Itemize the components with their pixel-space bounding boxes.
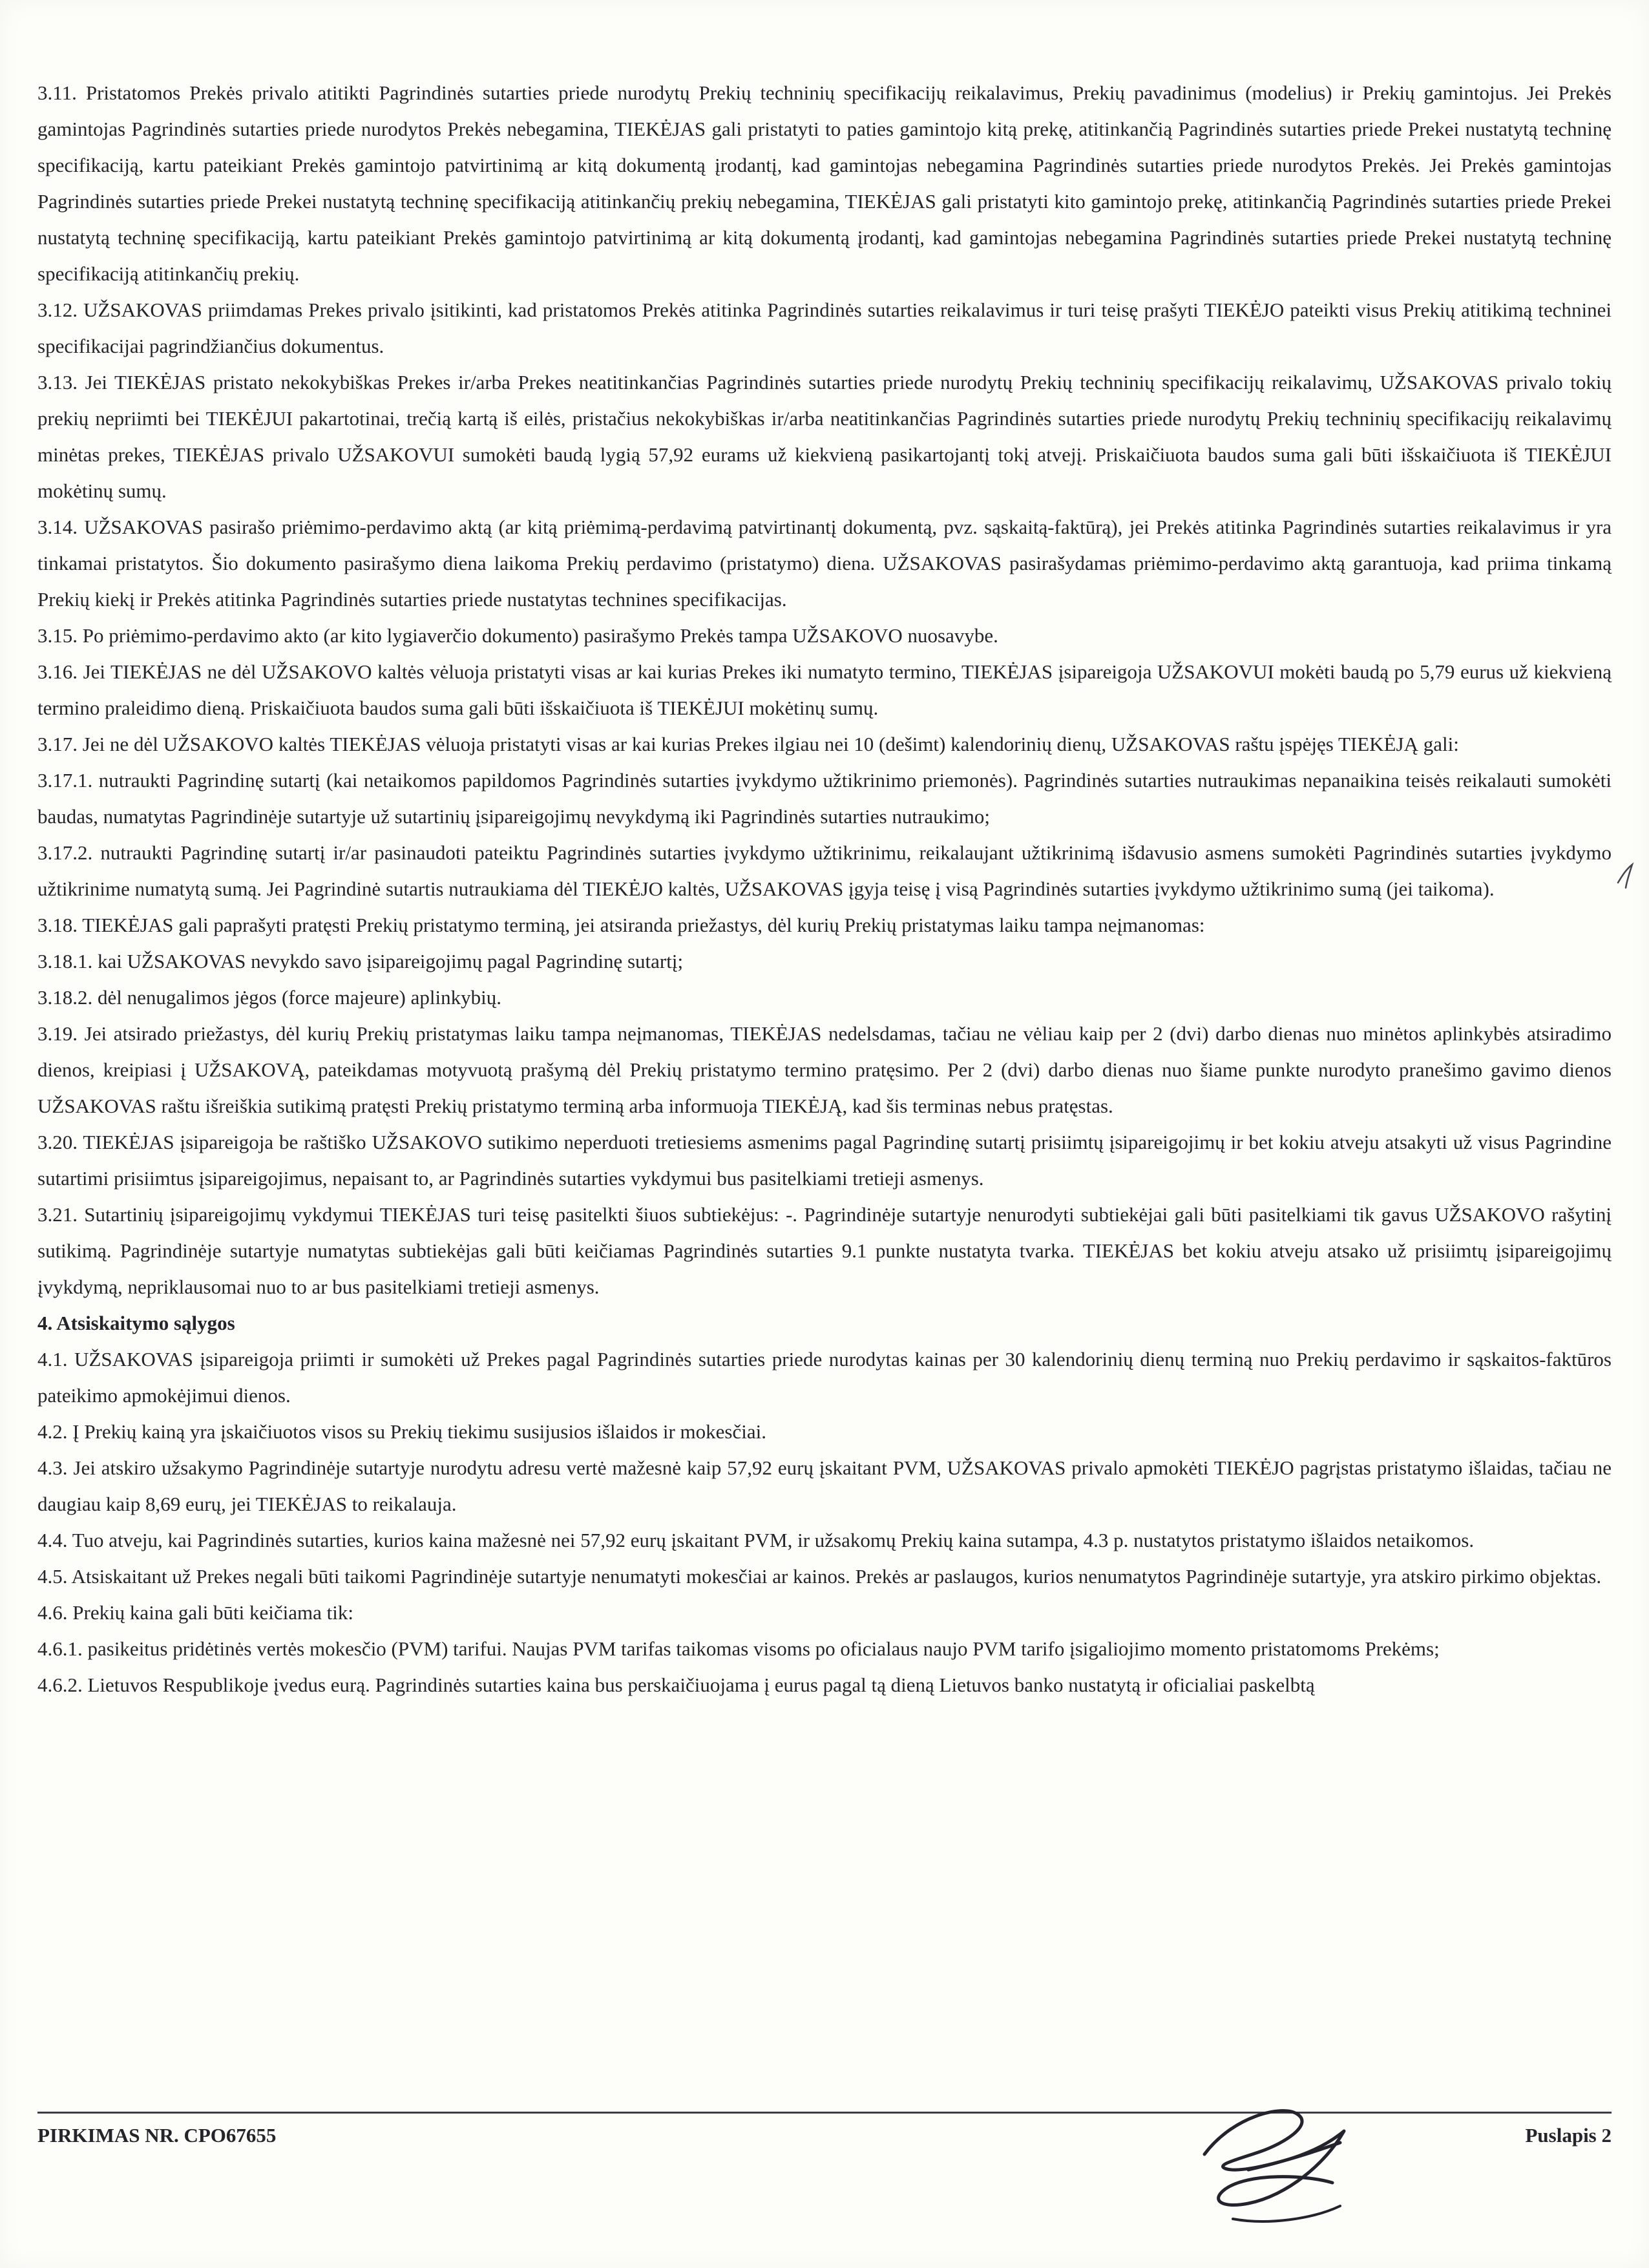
paragraph: 4.1. UŽSAKOVAS įsipareigoja priimti ir sumokėti už Prekes pagal Pagrindinės sutarties priede nurodytas kainas per 30 kalendorinių dienų terminą nuo Prekių perdavimo ir sąskaitos-faktūros pateikimo apmokėjimui dienos. <box>37 1348 1612 1407</box>
paragraph: 3.13. Jei TIEKĖJAS pristato nekokybiškas Prekes ir/arba Prekes neatitinkančias Pagrindinės sutarties priede nurodytų Prekių techninių specifikacijų reikalavimų, UŽSAKOVAS privalo tokių prekių nepriimti bei TIEKĖJUI pakartotinai, trečią kartą iš eilės, pristačius nekokybiškas ir/arba neatitinkančias Pagrindinės sutarties priede nurodytų Prekių techninių specifikacijų reikalavimų minėtas prekes, TIEKĖJAS privalo UŽSAKOVUI sumokėti baudą lygią 57,92 eurams už kiekvieną pasikartojantį tokį atvejį. Priskaičiuota baudos suma gali būti išskaičiuota iš TIEKĖJUI mokėtinų sumų. <box>37 371 1612 502</box>
document-body <box>37 75 1612 1703</box>
paragraph: 3.12. UŽSAKOVAS priimdamas Prekes privalo įsitikinti, kad pristatomos Prekės atitinka Pagrindinės sutarties reikalavimus ir turi teisę prašyti TIEKĖJO pateikti visus Prekių atitikimą techninei specifikacijai pagrindžiančius dokumentus. <box>37 299 1612 357</box>
paragraph: 4.4. Tuo atveju, kai Pagrindinės sutarties, kurios kaina mažesnė nei 57,92 eurų įskaitant PVM, ir užsakomų Prekių kaina sutampa, 4.3 p. nustatytos pristatymo išlaidos netaikomos. <box>37 1529 1475 1551</box>
paragraph: 4.6.1. pasikeitus pridėtinės vertės mokesčio (PVM) tarifui. Naujas PVM tarifas taikomas visoms po oficialaus naujo PVM tarifo įsigaliojimo momento pristatomoms Prekėms; <box>37 1637 1440 1660</box>
paragraph: 3.20. TIEKĖJAS įsipareigoja be raštiško UŽSAKOVO sutikimo neperduoti tretiesiems asmenims pagal Pagrindinę sutartį prisiimtų įsipareigojimų ir bet kokiu atveju atsakyti už visus Pagrindine sutartimi prisiimtus įsipareigojimus, nepaisant to, ar Pagrindinės sutarties vykdymui bus pasitelkiami tretieji asmenys. <box>37 1131 1612 1190</box>
paragraph: 3.17.1. nutraukti Pagrindinę sutartį (kai netaikomos papildomos Pagrindinės sutarties įvykdymo užtikrinimo priemonės). Pagrindinės sutarties nutraukimas nepanaikina teisės reikalauti sumokėti baudas, numatytas Pagrindinėje sutartyje už sutartinių įsipareigojimų nevykdymą iki Pagrindinės sutarties nutraukimo; <box>37 769 1612 828</box>
paragraph: 3.18. TIEKĖJAS gali paprašyti pratęsti Prekių pristatymo terminą, jei atsiranda priežastys, dėl kurių Prekių pristatymas laiku tampa neįmanomas: <box>37 914 1205 936</box>
paragraph: 3.11. Pristatomos Prekės privalo atitikti Pagrindinės sutarties priede nurodytų Prekių techninių specifikacijų reikalavimus, Prekių pavadinimus (modelius) ir Prekių gamintojus. Jei Prekės gamintojas Pagrindinės sutarties priede nurodytos Prekės nebegamina, TIEKĖJAS gali pristatyti to paties gamintojo kitą prekę, atitinkančią Pagrindinės sutarties priede Prekei nustatytą techninę specifikaciją, kartu pateikiant Prekės gamintojo patvirtinimą ar kitą dokumentą įrodantį, kad gamintojas nebegamina Pagrindinės sutarties priede nurodytos Prekės. Jei Prekės gamintojas Pagrindinės sutarties priede Prekei nustatytą techninę specifikaciją atitinkančių prekių nebegamina, TIEKĖJAS gali pristatyti kito gamintojo prekę, atitinkančią Pagrindinės sutarties priede Prekei nustatytą techninę specifikaciją, kartu pateikiant Prekės gamintojo patvirtinimą ar kitą dokumentą įrodantį, kad gamintojas nebegamina Pagrindinės sutarties priede Prekei nustatytą techninę specifikaciją atitinkančių prekių. <box>37 81 1612 285</box>
paragraph: 3.16. Jei TIEKĖJAS ne dėl UŽSAKOVO kaltės vėluoja pristatyti visas ar kai kurias Prekes iki numatyto termino, TIEKĖJAS įsipareigoja UŽSAKOVUI mokėti baudą po 5,79 eurus už kiekvieną termino praleidimo dieną. Priskaičiuota baudos suma gali būti išskaičiuota iš TIEKĖJUI mokėtinų sumų. <box>37 660 1612 719</box>
paragraph: 4.2. Į Prekių kainą yra įskaičiuotos visos su Prekių tiekimu susijusios išlaidos ir mokesčiai. <box>37 1420 766 1443</box>
footer-purchase-number: PIRKIMAS NR. CPO67655 <box>37 2124 277 2147</box>
paragraph: 4.5. Atsiskaitant už Prekes negali būti taikomi Pagrindinėje sutartyje nenumatyti mokesčiai ar kainos. Prekės ar paslaugos, kurios nenumatytos Pagrindinėje sutartyje, yra atskiro pirkimo objektas. <box>37 1565 1602 1588</box>
paragraph: 3.17. Jei ne dėl UŽSAKOVO kaltės TIEKĖJAS vėluoja pristatyti visas ar kai kurias Prekes ilgiau nei 10 (dešimt) kalendorinių dienų, UŽSAKOVAS raštu įspėjęs TIEKĖJĄ gali: <box>37 733 1459 755</box>
paragraph: 3.18.2. dėl nenugalimos jėgos (force majeure) aplinkybių. <box>37 986 501 1009</box>
footer-page-number: Puslapis 2 <box>1525 2124 1612 2147</box>
pen-mark <box>1613 861 1639 893</box>
paragraph: 3.14. UŽSAKOVAS pasirašo priėmimo-perdavimo aktą (ar kitą priėmimą-perdavimą patvirtinantį dokumentą, pvz. sąskaitą-faktūrą), jei Prekės atitinka Pagrindinės sutarties reikalavimus ir yra tinkamai pristatytos. Šio dokumento pasirašymo diena laikoma Prekių perdavimo (pristatymo) diena. UŽSAKOVAS pasirašydamas priėmimo-perdavimo aktą garantuoja, kad priima tinkamą Prekių kiekį ir Prekės atitinka Pagrindinės sutarties priede nustatytas technines specifikacijas. <box>37 516 1612 611</box>
paragraph: 3.21. Sutartinių įsipareigojimų vykdymui TIEKĖJAS turi teisę pasitelkti šiuos subtiekėjus: -. Pagrindinėje sutartyje nenurodyti subtiekėjai gali būti pasitelkiami tik gavus UŽSAKOVO rašytinį sutikimą. Pagrindinėje sutartyje numatytas subtiekėjas gali būti keičiamas Pagrindinės sutarties 9.1 punkte nustatyta tvarka. TIEKĖJAS bet kokiu atveju atsako už prisiimtų įsipareigojimų įvykdymą, nepriklausomai nuo to ar bus pasitelkiami tretieji asmenys. <box>37 1203 1612 1298</box>
section-heading: 4. Atsiskaitymo sąlygos <box>37 1312 235 1334</box>
paragraph: 4.6. Prekių kaina gali būti keičiama tik: <box>37 1601 353 1624</box>
paragraph: 3.19. Jei atsirado priežastys, dėl kurių Prekių pristatymas laiku tampa neįmanomas, TIEKĖJAS nedelsdamas, tačiau ne vėliau kaip per 2 (dvi) darbo dienas nuo minėtos aplinkybės atsiradimo dienos, kreipiasi į UŽSAKOVĄ, pateikdamas motyvuotą prašymą dėl Prekių pristatymo termino pratęsimo. Per 2 (dvi) darbo dienas nuo šiame punkte nurodyto pranešimo gavimo dienos UŽSAKOVAS raštu išreiškia sutikimą pratęsti Prekių pristatymo terminą arba informuoja TIEKĖJĄ, kad šis terminas nebus pratęstas. <box>37 1022 1612 1117</box>
paragraph: 3.18.1. kai UŽSAKOVAS nevykdo savo įsipareigojimų pagal Pagrindinę sutartį; <box>37 950 684 972</box>
paragraph: 3.17.2. nutraukti Pagrindinę sutartį ir/ar pasinaudoti pateiktu Pagrindinės sutarties įvykdymo užtikrinimu, reikalaujant užtikrinimą išdavusio asmens sumokėti Pagrindinės sutarties įvykdymo užtikrinime numatytą sumą. Jei Pagrindinė sutartis nutraukiama dėl TIEKĖJO kaltės, UŽSAKOVAS įgyja teisę į visą Pagrindinės sutarties įvykdymo užtikrinimo sumą (jei taikoma). <box>37 841 1612 900</box>
paragraph: 4.3. Jei atskiro užsakymo Pagrindinėje sutartyje nurodytu adresu vertė mažesnė kaip 57,92 eurų įskaitant PVM, UŽSAKOVAS privalo apmokėti TIEKĖJO pagrįstas pristatymo išlaidas, tačiau ne daugiau kaip 8,69 eurų, jei TIEKĖJAS to reikalauja. <box>37 1456 1612 1515</box>
paragraph: 3.15. Po priėmimo-perdavimo akto (ar kito lygiaverčio dokumento) pasirašymo Prekės tampa UŽSAKOVO nuosavybe. <box>37 624 998 647</box>
paragraph: 4.6.2. Lietuvos Respublikoje įvedus eurą. Pagrindinės sutarties kaina bus perskaičiuojama į eurus pagal tą dieną Lietuvos banko nustatytą ir oficialiai paskelbtą <box>37 1674 1315 1696</box>
signature <box>1171 2092 1365 2234</box>
page-footer <box>37 2112 1612 2147</box>
